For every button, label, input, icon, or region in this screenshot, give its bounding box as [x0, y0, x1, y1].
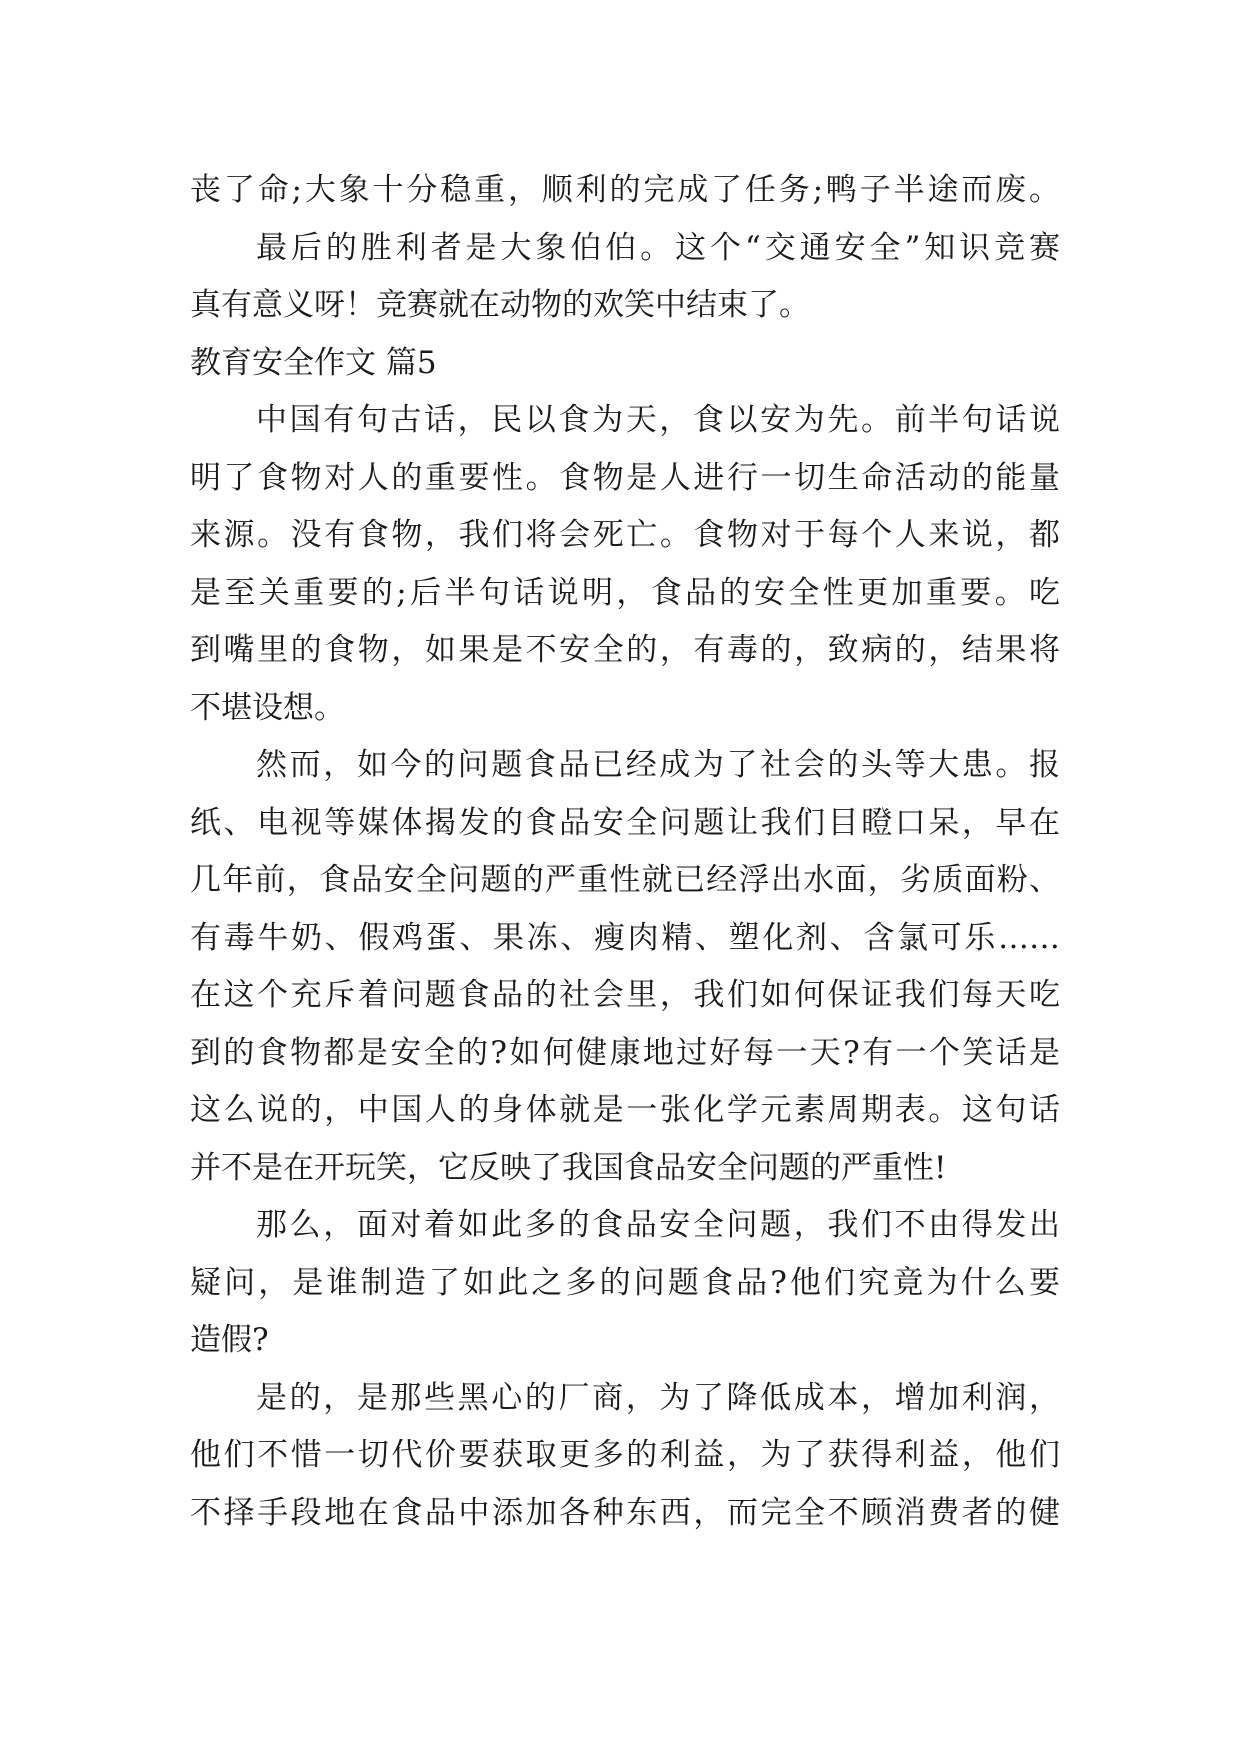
text-line: 那么，面对着如此多的食品安全问题，我们不由得发出 — [256, 1207, 1060, 1243]
text-line: 来源。没有食物，我们将会死亡。食物对于每个人来说，都 — [190, 517, 1060, 553]
text-line: 丧了命;大象十分稳重，顺利的完成了任务;鸭子半途而废。 — [190, 172, 1060, 208]
text-line: 然而，如今的问题食品已经成为了社会的头等大患。报 — [256, 747, 1060, 783]
text-line: 中国有句古话，民以食为天，食以安为先。前半句话说 — [256, 402, 1060, 438]
text-line: 在这个充斥着问题食品的社会里，我们如何保证我们每天吃 — [190, 977, 1060, 1013]
text-line: 是至关重要的;后半句话说明，食品的安全性更加重要。吃 — [190, 574, 1060, 611]
section-heading: 教育安全作文 篇5 — [190, 344, 437, 381]
text-line: 纸、电视等媒体揭发的食品安全问题让我们目瞪口呆，早在 — [190, 804, 1060, 841]
text-line: 并不是在开玩笑，它反映了我国食品安全问题的严重性! — [190, 1149, 947, 1186]
text-line: 不堪设想。 — [190, 689, 345, 726]
document-body — [190, 162, 1060, 1542]
text-line: 他们不惜一切代价要获取更多的利益，为了获得利益，他们 — [190, 1437, 1060, 1473]
text-line: 到嘴里的食物，如果是不安全的，有毒的，致病的，结果将 — [190, 632, 1060, 668]
text-line: 这么说的，中国人的身体就是一张化学元素周期表。这句话 — [190, 1092, 1060, 1128]
text-line: 有毒牛奶、假鸡蛋、果冻、瘦肉精、塑化剂、含氯可乐…… — [190, 919, 1060, 956]
text-line: 几年前，食品安全问题的严重性就已经浮出水面，劣质面粉、 — [190, 862, 1060, 898]
text-line: 疑问，是谁制造了如此之多的问题食品?他们究竟为什么要 — [190, 1264, 1060, 1301]
text-line: 明了食物对人的重要性。食物是人进行一切生命活动的能量 — [190, 459, 1060, 496]
text-line: 到的食物都是安全的?如何健康地过好每一天?有一个笑话是 — [190, 1034, 1060, 1071]
text-line: 真有意义呀！竞赛就在动物的欢笑中结束了。 — [190, 287, 810, 323]
text-line: 不择手段地在食品中添加各种东西，而完全不顾消费者的健 — [190, 1494, 1060, 1531]
text-line: 造假? — [190, 1322, 269, 1358]
text-line: 最后的胜利者是大象伯伯。这个“交通安全”知识竞赛 — [256, 229, 1060, 266]
text-line: 是的，是那些黑心的厂商，为了降低成本，增加利润， — [256, 1379, 1060, 1416]
